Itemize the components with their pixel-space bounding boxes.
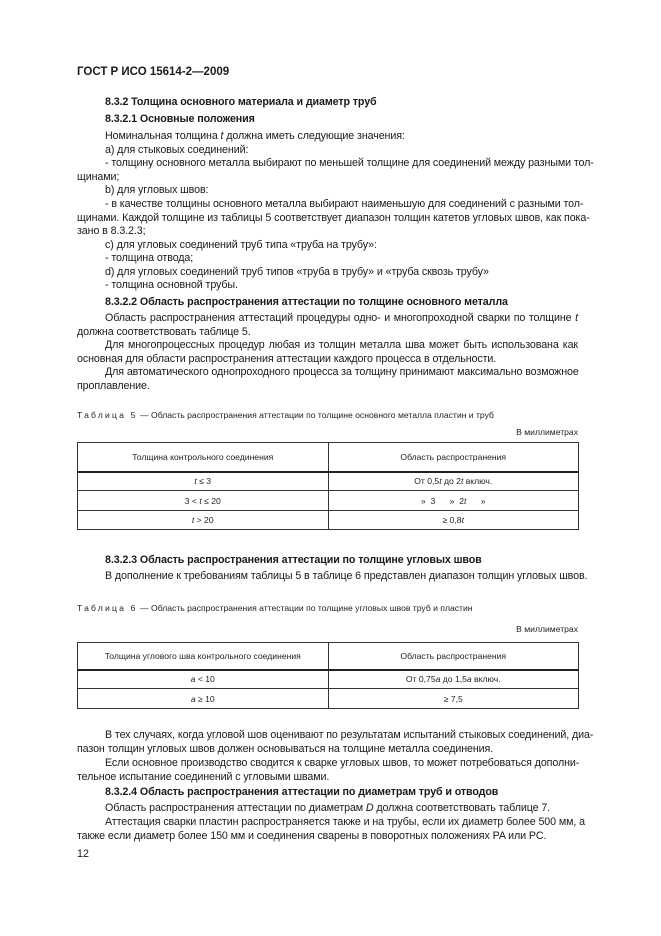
italic-symbol: t [439, 476, 442, 487]
table-5-caption [77, 409, 494, 421]
italic-symbol: t [460, 476, 464, 487]
table-row [78, 670, 579, 689]
table-row [78, 472, 579, 491]
list-item: d) для угловых соединений труб типов «труба в трубу» и «труба сквозь трубу» [105, 266, 489, 278]
text: Область распространения аттестации по диаметрам [105, 802, 366, 814]
paragraph-line: В тех случаях, когда угловой шов оценивают по результатам испытаний стыковых соединений, диа- [105, 729, 594, 741]
table-header-row [78, 443, 579, 472]
text: Номинальная толщина [105, 130, 221, 142]
paragraph-line: - толщину основного металла выбирают по меньшей толщине для соединений между разными тол- [105, 157, 594, 169]
column-header: Толщина углового шва контрольного соединения [78, 643, 329, 670]
text: должна соответствовать таблице 7. [373, 802, 551, 814]
text: Область распространения аттестаций процедуры одно- и многопроходной сварки по толщине [105, 312, 576, 324]
table-row [78, 511, 579, 530]
section-heading-8-3-2: 8.3.2 Толщина основного материала и диаметр труб [105, 96, 377, 108]
table-6 [77, 642, 579, 709]
paragraph-line: основная для области распространения аттестации каждого процесса в отдельности. [77, 353, 497, 365]
caption-text: — Область распространения аттестации по толщине угловых швов труб и пластин [137, 603, 473, 613]
table-5-units: В миллиметрах [516, 427, 578, 437]
paragraph-line: Если основное производство сводится к сварке угловых швов, то может потребоваться дополни- [105, 757, 580, 769]
paragraph-line: - толщина отвода; [105, 252, 194, 264]
paragraph-line [105, 801, 550, 815]
section-heading-8-3-2-4: 8.3.2.4 Область распространения аттестации по диаметрам труб и отводов [105, 786, 499, 798]
table-header-row [78, 643, 579, 670]
paragraph-line: - толщина основной трубы. [105, 279, 238, 291]
column-header: Область распространения [328, 443, 579, 472]
italic-symbol: t [575, 312, 578, 324]
paragraph-line: зано в 8.3.2.3; [77, 225, 146, 237]
text: должна иметь следующие значения: [223, 130, 405, 142]
italic-symbol: a [466, 674, 472, 685]
document-header: ГОСТ Р ИСО 15614-2—2009 [77, 66, 230, 78]
text: до 2 [441, 476, 461, 487]
table-row [78, 491, 579, 511]
paragraph-line [77, 311, 578, 325]
paragraph-line: должна соответствовать таблице 5. [77, 326, 251, 338]
paragraph-line: проплавление. [77, 380, 150, 392]
column-header: Толщина контрольного соединения [78, 443, 329, 472]
table-cell: ≥ 7,5 [328, 689, 579, 709]
table-6-caption [77, 602, 473, 614]
page-number: 12 [77, 848, 89, 860]
table-cell [78, 511, 329, 530]
text: От 0,75 [405, 674, 436, 685]
italic-symbol: t [461, 515, 464, 525]
list-item: a) для стыковых соединений: [105, 144, 249, 156]
italic-symbol: t [199, 495, 202, 506]
text: ≤ 20 [201, 495, 221, 506]
italic-symbol: D [365, 802, 374, 814]
text: » 3 » 2 [421, 495, 464, 506]
text: От 0,5 [414, 476, 440, 487]
table-5 [77, 442, 579, 530]
table-cell [78, 472, 329, 491]
text: 3 < [184, 495, 200, 506]
text: ≤ 3 [196, 476, 212, 487]
caption-text: — Область распространения аттестации по толщине основного металла пластин и труб [137, 410, 494, 420]
paragraph-line: пазон толщин угловых швов должен основываться на толщине металла соединения. [77, 743, 494, 755]
paragraph-line: щинами. Каждой толщине из таблицы 5 соответствует диапазон толщин катетов угловых швов, как пока- [77, 212, 590, 224]
paragraph-line: тельное испытание соединений с угловыми швами. [77, 771, 330, 783]
table-cell [78, 491, 329, 511]
section-heading-8-3-2-1: 8.3.2.1 Основные положения [105, 113, 255, 125]
table-cell [78, 670, 329, 689]
table-cell [328, 511, 579, 530]
paragraph-line: Для многопроцессных процедур любая из толщин металла шва может быть использована как [105, 339, 578, 351]
italic-symbol: t [194, 476, 197, 487]
paragraph-line: В дополнение к требованиям таблицы 5 в таблице 6 представлен диапазон толщин угловых швов. [105, 570, 588, 582]
list-item: c) для угловых соединений труб типа «труба на трубу»: [105, 239, 377, 251]
table-cell [78, 689, 329, 709]
paragraph-line: - в качестве толщины основного металла выбирают наименьшую для соединений с разными тол- [105, 198, 584, 210]
text: ≥ 10 [195, 693, 215, 704]
caption-label: Таблица 6 [77, 603, 138, 613]
paragraph-line [105, 129, 405, 143]
table-cell [328, 670, 579, 689]
table-row [78, 689, 579, 709]
paragraph-line: Для автоматического однопроходного процесса за толщину принимают максимально возможное [105, 366, 579, 378]
italic-symbol: a [190, 693, 196, 704]
text: < 10 [195, 674, 215, 685]
list-item: b) для угловых швов: [105, 184, 209, 196]
column-header: Область распространения [328, 643, 579, 670]
table-cell [328, 491, 579, 511]
section-heading-8-3-2-3: 8.3.2.3 Область распространения аттестации по толщине угловых швов [105, 554, 482, 566]
text: > 20 [194, 515, 214, 525]
section-heading-8-3-2-2: 8.3.2.2 Область распространения аттестации по толщине основного металла [105, 296, 508, 308]
text: до 1,5 [440, 674, 467, 685]
italic-symbol: t [220, 130, 224, 142]
text: » [466, 495, 486, 506]
text: включ. [471, 674, 501, 685]
paragraph-line: щинами; [77, 171, 120, 183]
table-6-units: В миллиметрах [516, 624, 578, 634]
text: ≥ 0,8 [442, 515, 462, 525]
table-cell [328, 472, 579, 491]
text: включ. [463, 476, 493, 487]
paragraph-line: также если диаметр более 150 мм и соединения сварены в поворотных положениях PA или PC. [77, 830, 547, 842]
italic-symbol: t [464, 495, 467, 506]
caption-label: Таблица 5 [77, 410, 138, 420]
italic-symbol: a [435, 674, 441, 685]
paragraph-line: Аттестация сварки пластин распространяется также и на трубы, если их диаметр более 500 мм, а [105, 816, 585, 828]
italic-symbol: t [191, 515, 195, 525]
italic-symbol: a [190, 674, 196, 685]
